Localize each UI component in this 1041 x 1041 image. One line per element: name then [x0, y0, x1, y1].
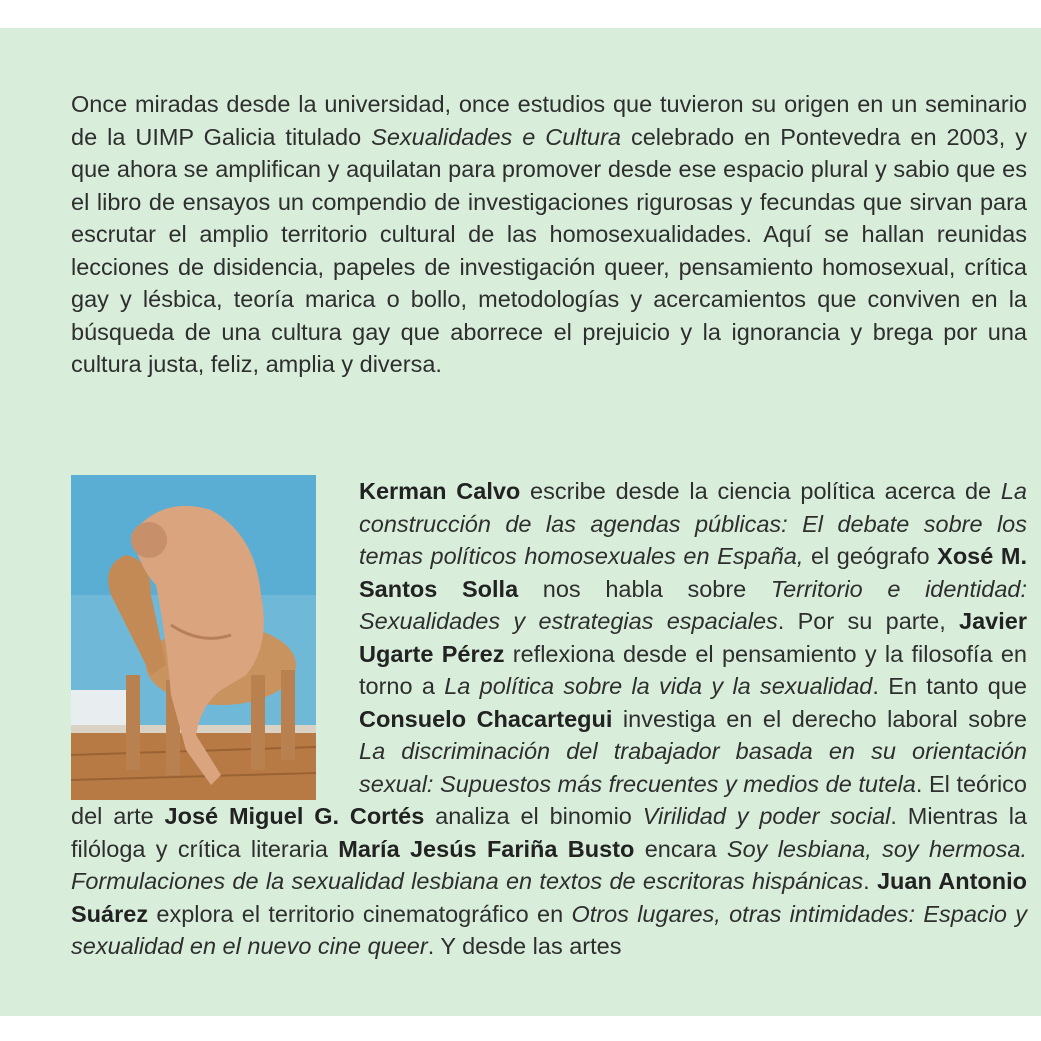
body-text: explora el territorio cinematográfico en	[148, 900, 572, 927]
body-text: . El teórico del arte	[71, 770, 1027, 829]
body-text: nos habla sobre	[518, 575, 771, 602]
author-javier-ugarte: Javier Ugarte Pérez	[359, 608, 1027, 667]
body-text: investiga en el derecho laboral sobre	[612, 705, 1028, 732]
contributors-paragraph	[71, 475, 1027, 963]
essay-title: La construcción de las agendas públicas: El debate sobre los temas políticos homosexuales en España,	[359, 478, 1027, 569]
essay-title: Virilidad y poder social	[642, 803, 891, 829]
author-jose-miguel-cortes: José Miguel G. Cortés	[164, 803, 425, 829]
essay-title: La discriminación del trabajador basada en su orientación sexual: Supuestos más frecuentes y medios de tutela	[359, 738, 1027, 797]
body-text: .	[863, 868, 877, 894]
book-back-cover	[0, 28, 1041, 1016]
author-kerman-calvo: Kerman Calvo	[359, 478, 521, 504]
essay-title: La política sobre la vida y la sexualidad	[444, 673, 873, 699]
essay-title: Territorio e identidad: Sexualidades y estrategias espaciales	[359, 575, 1027, 634]
body-text: analiza el binomio	[424, 803, 643, 829]
body-text: reflexiona desde el pensamiento y la filosofía en torno a	[359, 640, 1027, 699]
seminar-title: Sexualidades e Cultura	[371, 123, 621, 150]
body-text: el geógrafo	[803, 543, 938, 569]
essay-title: Otros lugares, otras intimidades: Espacio y sexualidad en el nuevo cine queer	[71, 900, 1027, 959]
essay-title: Soy lesbiana, soy hermosa. Formulaciones de la sexualidad lesbiana en textos de escritoras hispánicas	[71, 835, 1027, 894]
intro-text-cont: celebrado en Pontevedra en 2003, y que ahora se amplifican y aquilatan para promover desde ese espacio plural y sabio que es el libro de ensayos un compendio de investigaciones rigurosas y fecundas que sirvan para escrutar el amplio territorio cultural de las homosexualidades. Aquí se hallan reunidas lecciones de disidencia, papeles de investigación queer, pensamiento homosexual, crítica gay y lésbica, teoría marica o bollo, metodologías y acercamientos que conviven en la búsqueda de una cultura gay que aborrece el prejuicio y la ignorancia y brega por una cultura justa, feliz, amplia y diversa.	[71, 123, 1027, 377]
author-maria-jesus-farina: María Jesús Fariña Busto	[338, 835, 635, 862]
body-text: . Mientras la filóloga y crítica literaria	[71, 803, 1027, 862]
body-text: . En tanto que	[872, 673, 1027, 699]
author-juan-antonio-suarez: Juan Antonio Suárez	[71, 868, 1027, 927]
intro-text: Once miradas desde la universidad, once estudios que tuvieron su origen en un seminario de la UIMP Galicia titulado	[71, 91, 1027, 150]
author-consuelo-chacartegui: Consuelo Chacartegui	[359, 705, 613, 732]
sculpture-photo	[71, 475, 316, 800]
intro-paragraph	[71, 88, 1027, 381]
body-text: escribe desde la ciencia política acerca de	[520, 478, 1001, 504]
author-xose-santos-solla: Xosé M. Santos Solla	[359, 543, 1027, 602]
body-text: . Por su parte,	[777, 608, 960, 634]
body-text: . Y desde las artes	[427, 933, 622, 959]
body-text: encara	[634, 835, 727, 862]
